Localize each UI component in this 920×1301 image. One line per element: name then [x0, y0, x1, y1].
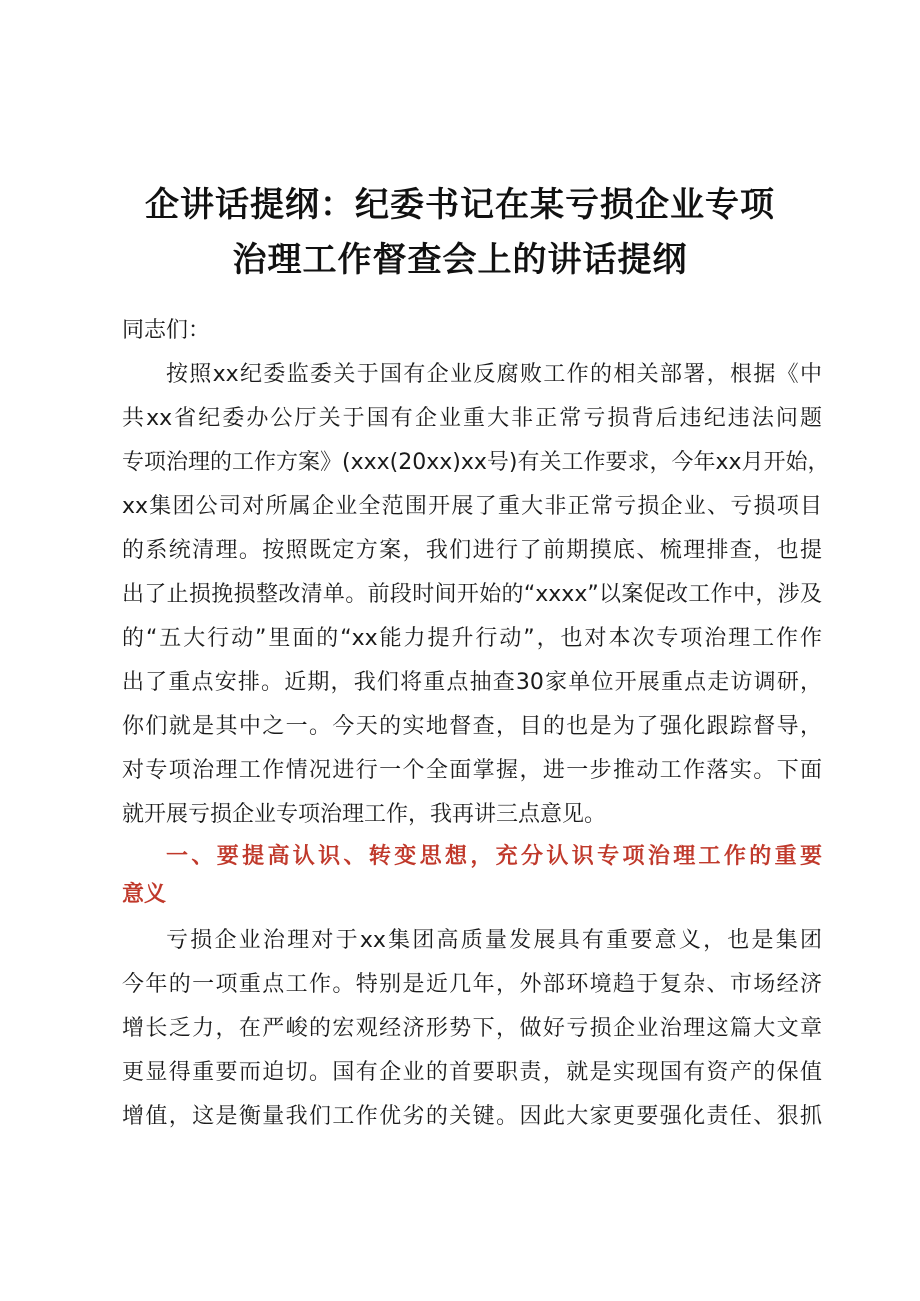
paragraph-2-line: 增长乏力，在严峻的宏观经济形势下，做好亏损企业治理这篇大文章	[122, 1016, 822, 1041]
paragraph-1-line: 的“五大行动”里面的“xx能力提升行动”，也对本次专项治理工作作	[122, 626, 822, 651]
paragraph-1-line: xx集团公司对所属企业全范围开展了重大非正常亏损企业、亏损项目	[122, 494, 822, 519]
paragraph-1-line: 共xx省纪委办公厅关于国有企业重大非正常亏损背后违纪违法问题	[122, 406, 822, 431]
paragraph-2-line: 亏损企业治理对于xx集团高质量发展具有重要意义，也是集团	[166, 928, 822, 953]
paragraph-1-line: 专项治理的工作方案》(xxx(20xx)xx号)有关工作要求，今年xx月开始，	[122, 450, 830, 475]
paragraph-1-line: 对专项治理工作情况进行一个全面掌握，进一步推动工作落实。下面	[122, 758, 822, 783]
paragraph-1-line: 你们就是其中之一。今天的实地督查，目的也是为了强化跟踪督导，	[122, 714, 822, 739]
document-title-line-2: 治理工作督查会上的讲话提纲	[232, 240, 688, 280]
paragraph-1-line: 出了重点安排。近期，我们将重点抽查30家单位开展重点走访调研，	[122, 670, 822, 695]
paragraph-1-line: 出了止损挽损整改清单。前段时间开始的“xxxx”以案促改工作中，涉及	[122, 582, 822, 607]
salutation: 同志们：	[122, 318, 211, 343]
paragraph-2-line: 更显得重要而迫切。国有企业的首要职责，就是实现国有资产的保值	[122, 1060, 822, 1085]
paragraph-1-line: 就开展亏损企业专项治理工作，我再讲三点意见。	[122, 802, 607, 827]
paragraph-2-line: 今年的一项重点工作。特别是近几年，外部环境趋于复杂、市场经济	[122, 972, 822, 997]
paragraph-2-line: 增值，这是衡量我们工作优劣的关键。因此大家更要强化责任、狠抓	[122, 1104, 822, 1129]
paragraph-1-line: 按照xx纪委监委关于国有企业反腐败工作的相关部署，根据《中	[166, 362, 822, 387]
document-title-line-1: 企讲话提纲：纪委书记在某亏损企业专项	[145, 185, 775, 225]
section-heading-1: 一、要提高认识、转变思想，充分认识专项治理工作的重要	[166, 844, 822, 869]
paragraph-1-line: 的系统清理。按照既定方案，我们进行了前期摸底、梳理排查，也提	[122, 538, 822, 563]
section-heading-1: 意义	[122, 882, 167, 907]
